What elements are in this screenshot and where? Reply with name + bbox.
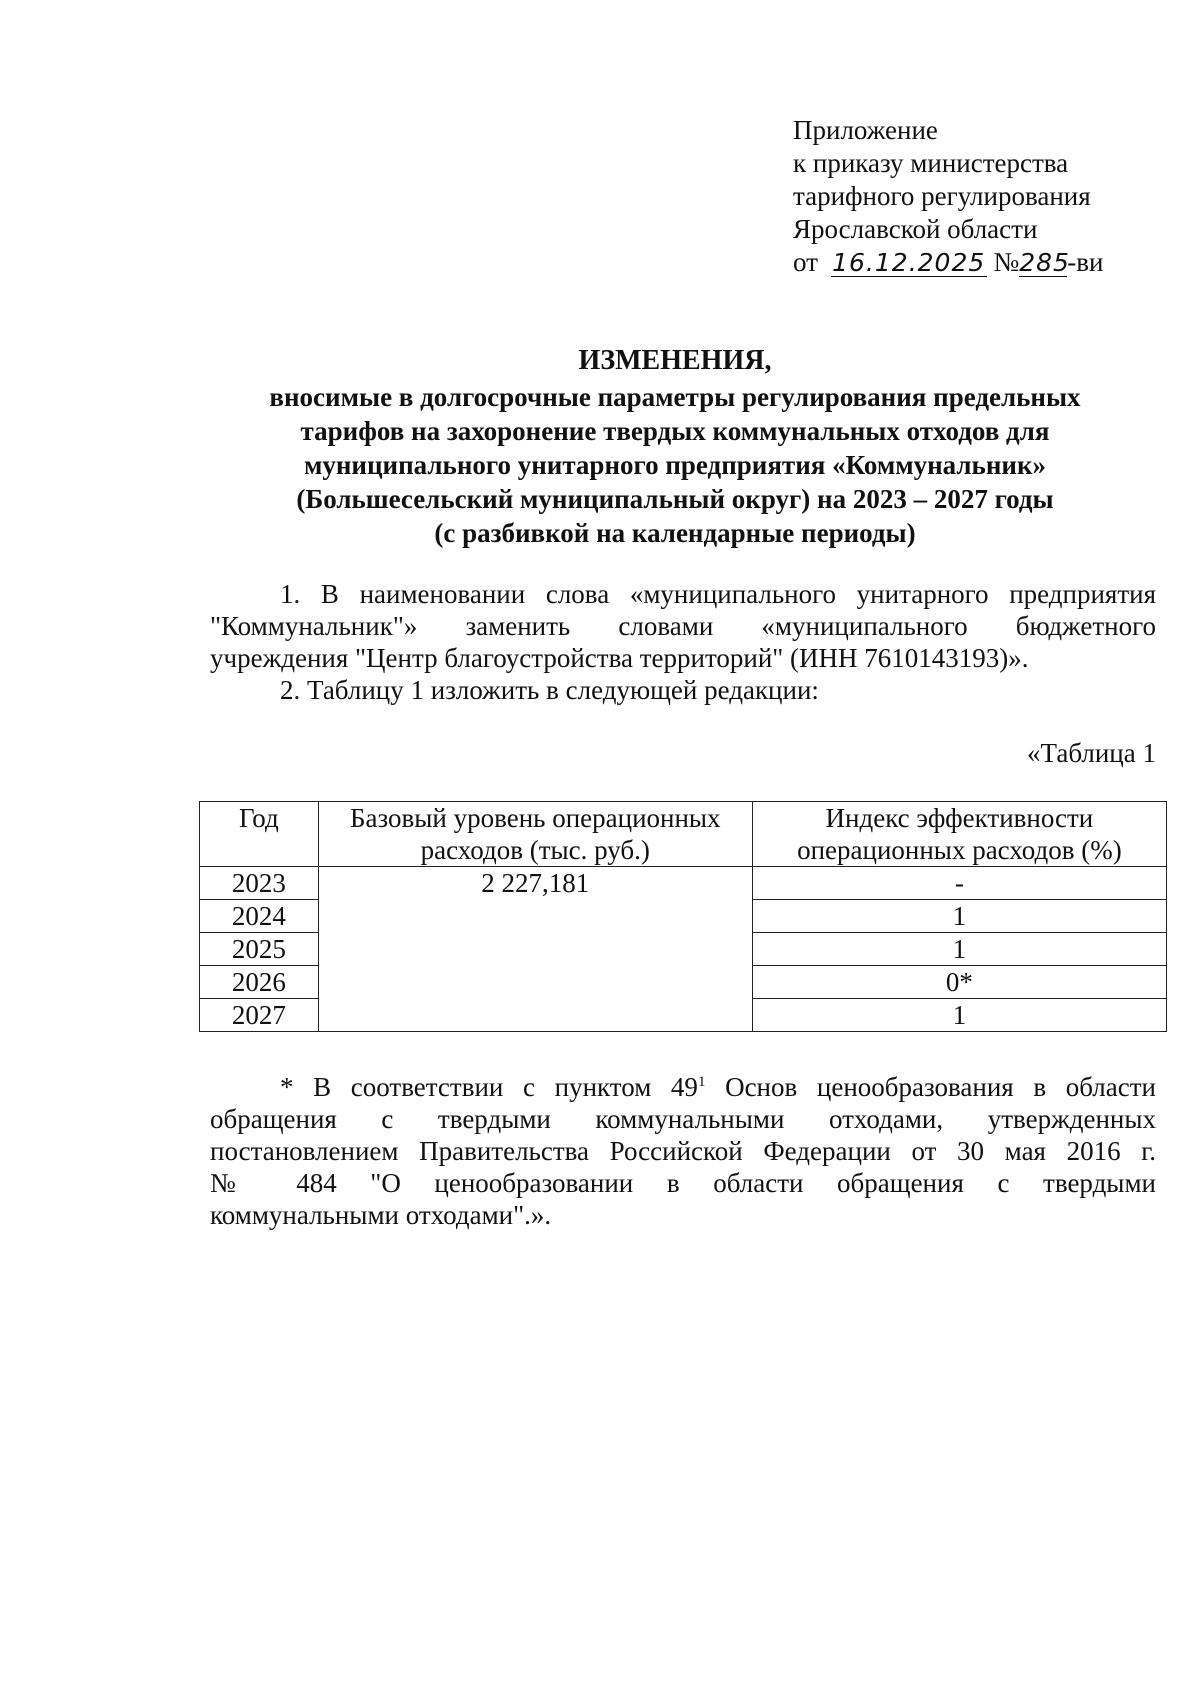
footnote-line-4: № 484 "О ценообразовании в области обращения с твердыми <box>210 1168 1156 1198</box>
paragraph-1-line-3: учреждения "Центр благоустройства территорий" (ИНН 7610143193)». <box>210 643 1029 673</box>
title-head: ИЗМЕНЕНИЯ, <box>578 345 772 376</box>
cell-year: 2027 <box>200 999 319 1032</box>
annex-line-4: Ярославской области <box>793 214 1038 244</box>
title-line-2: тарифов на захоронение твердых коммунальных отходов для <box>300 416 1050 446</box>
cell-index: 1 <box>752 999 1166 1032</box>
cell-index: 1 <box>752 933 1166 966</box>
annex-line-3: тарифного регулирования <box>793 181 1091 211</box>
annex-from-label: от <box>793 247 818 277</box>
table-caption: «Таблица 1 <box>1027 738 1156 768</box>
parameters-table <box>199 801 1167 1032</box>
cell-year: 2024 <box>200 900 319 933</box>
paragraph-1-line-2: "Коммунальник"» заменить словами «муниципального бюджетного <box>210 611 1156 641</box>
annex-block <box>793 114 1103 279</box>
annex-number-suffix: -ви <box>1067 247 1104 277</box>
title-line-4: (Большесельский муниципальный округ) на 2023 – 2027 годы <box>296 484 1054 514</box>
handwritten-number: 285 <box>1019 248 1070 277</box>
footnote-line-2: обращения с твердыми коммунальными отходами, утвержденных <box>210 1104 1156 1134</box>
footnote-line-1-start: * В соответствии с пунктом 49 <box>280 1072 698 1102</box>
cell-index: 1 <box>752 900 1166 933</box>
annex-line-2: к приказу министерства <box>793 148 1069 178</box>
cell-index: - <box>752 867 1166 900</box>
title-line-5: (с разбивкой на календарные периоды) <box>434 518 916 548</box>
footnote-line-1 <box>210 1071 1156 1103</box>
handwritten-date: 16.12.2025 <box>832 248 986 277</box>
paragraph-1 <box>210 578 1156 674</box>
cell-index: 0* <box>752 966 1166 999</box>
header-base-level: Базовый уровень операционных расходов (тыс. руб.) <box>318 802 752 867</box>
cell-base-value: 2 227,181 <box>318 867 752 1032</box>
footnote-superscript: 1 <box>697 1074 706 1090</box>
table-row <box>200 867 1167 900</box>
table-header-row <box>200 802 1167 867</box>
paragraph-2: 2. Таблицу 1 изложить в следующей редакции: <box>280 675 819 705</box>
annex-date-line <box>793 246 1103 279</box>
paragraph-1-line-1: 1. В наименовании слова «муниципального унитарного предприятия <box>280 579 1156 609</box>
annex-line-1: Приложение <box>793 115 938 145</box>
title-line-1: вносимые в долгосрочные параметры регулирования предельных <box>269 382 1081 412</box>
cell-year: 2025 <box>200 933 319 966</box>
header-year: Год <box>200 802 319 867</box>
header-efficiency-index: Индекс эффективности операционных расходов (%) <box>752 802 1166 867</box>
annex-number-label: № <box>993 247 1020 277</box>
footnote-line-1-end: Основ ценообразования в области <box>705 1072 1156 1102</box>
footnote-line-3: постановлением Правительства Российской Федерации от 30 мая 2016 г. <box>210 1136 1156 1166</box>
footnote <box>210 1071 1156 1231</box>
footnote-line-5: коммунальными отходами".». <box>210 1200 552 1230</box>
cell-year: 2026 <box>200 966 319 999</box>
cell-year: 2023 <box>200 867 319 900</box>
title-line-3: муниципального унитарного предприятия «Коммунальник» <box>303 450 1046 480</box>
document-title <box>230 344 1120 550</box>
